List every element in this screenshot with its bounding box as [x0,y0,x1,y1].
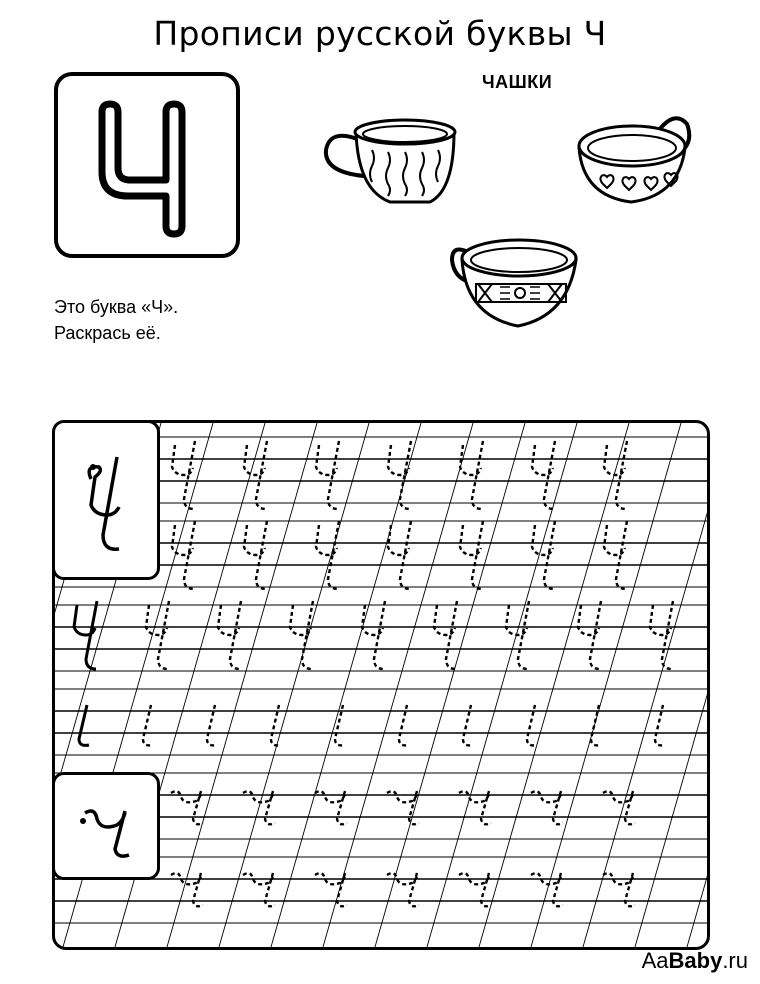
slant-guide-line [323,423,473,947]
outlined-letter-che [58,76,236,254]
tracing-letter [315,791,347,824]
slant-guide-line [531,423,681,947]
tracing-letter [578,601,601,669]
page-title: Прописи русской буквы Ч [153,14,607,53]
tracing-letter [316,441,339,509]
tracing-letter [460,441,483,509]
instruction-line-1: Это буква «Ч». [54,297,179,317]
sample-lowercase-letter [55,775,157,877]
letter-card [54,72,240,258]
sample-uppercase-box [52,420,160,580]
tracing-letter [604,521,627,589]
slant-guide-line [635,423,707,947]
slant-guide-line [479,423,629,947]
tracing-letter [387,791,419,824]
cup-pattern-image [448,232,583,332]
picture-word: ЧАШКИ [482,72,553,92]
tracing-letter [146,601,169,669]
slant-guide-line [375,423,525,947]
tracing-letter [362,601,385,669]
tracing-letter [434,601,457,669]
tracing-letter [650,601,673,669]
site-logo: AaBaby.ru [641,948,748,973]
tracing-letter [532,521,555,589]
tracing-letter [218,601,241,669]
tracing-letter [244,521,267,589]
instructions [54,294,178,346]
tracing-letter [244,441,267,509]
tracing-letter [171,791,203,824]
tracing-letter [460,521,483,589]
slant-guide-line [427,423,577,947]
tracing-letter [290,601,313,669]
tracing-letter [532,441,555,509]
tracing-letter [603,791,635,824]
slant-guide-line [583,423,707,947]
slant-guide-line [687,423,707,947]
tracing-letter [388,441,411,509]
slant-guide-line [219,423,369,947]
tracing-letter [316,521,339,589]
sample-uppercase-letter [55,423,157,577]
slant-guide-line [167,423,317,947]
tracing-letter [388,521,411,589]
tracing-letter [531,791,563,824]
sample-lowercase-box [52,772,160,880]
slant-guide-line [271,423,421,947]
instruction-line-2: Раскрась её. [54,323,161,343]
cup-hearts-image [575,110,700,210]
cup-waves-image [320,110,460,210]
